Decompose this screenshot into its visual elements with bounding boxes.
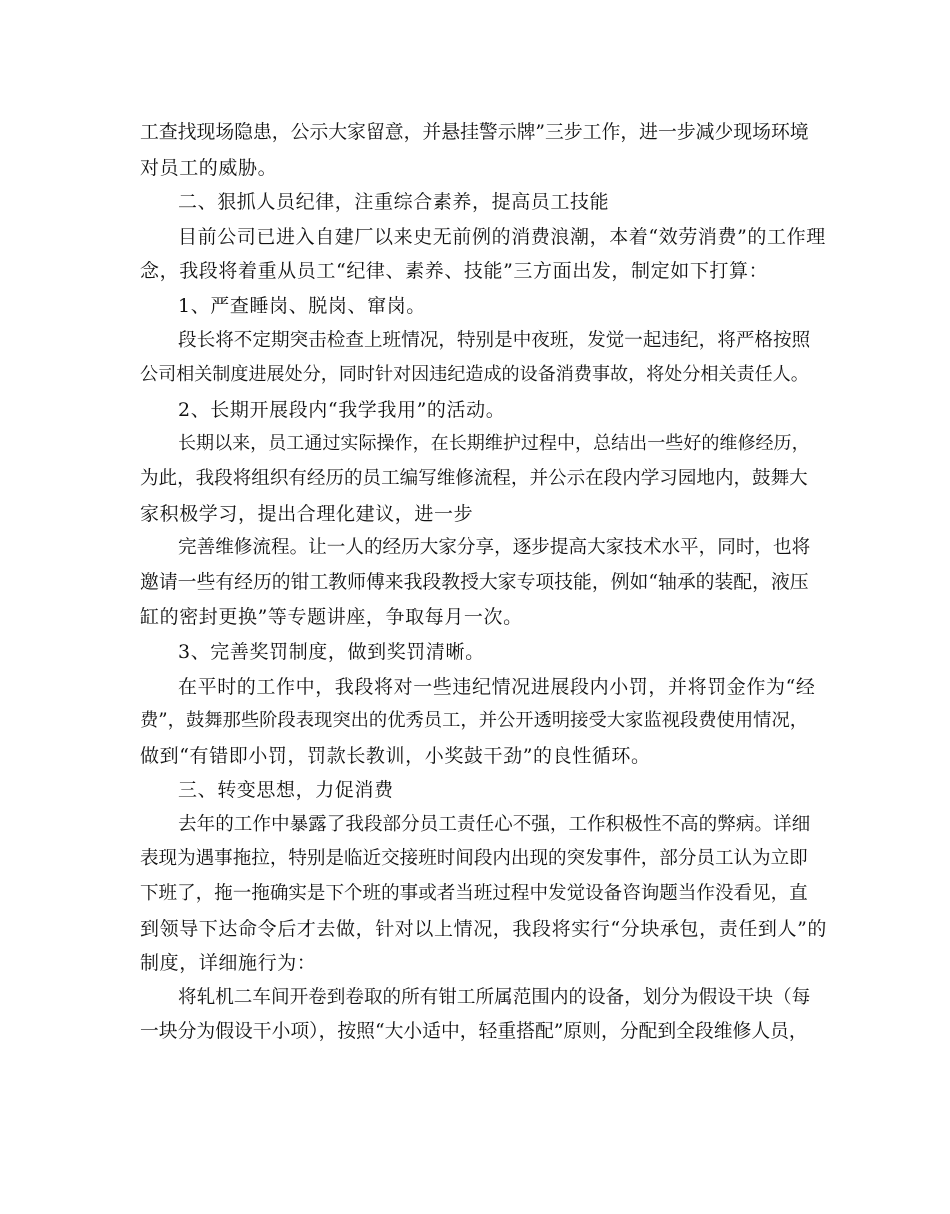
text-line: 做到“有错即小罚，罚款长教训，小奖鼓干劲”的良性循环。 [140,744,651,767]
text-line: 目前公司已进入自建厂以来史无前例的消费浪潮，本着“效劳消费”的工作理 [178,225,826,248]
text-line: 将轧机二车间开卷到卷取的所有钳工所属范围内的设备，划分为假设干块（每 [178,986,811,1008]
text-line: 缸的密封更换”等专题讲座，争取每月一次。 [140,606,523,629]
document-body [140,116,830,1050]
text-line: 3、完善奖罚制度，做到奖罚清晰。 [178,640,485,663]
text-line: 制度，详细施行为： [140,952,317,975]
text-line: 二、狠抓人员纪律，注重综合素养，提高员工技能 [178,191,610,214]
text-line: 一块分为假设干小项），按照“大小适中，轻重搭配”原则，分配到全段维修人员， [140,1021,808,1043]
text-line: 去年的工作中暴露了我段部分员工责任心不强，工作积极性不高的弊病。详细 [178,813,811,835]
text-line: 表现为遇事拖拉，特别是临近交接班时间段内出现的突发事件，部分员工认为立即 [140,848,808,870]
text-line: 公司相关制度进展处分，同时针对因违纪造成的设备消费事故，将处分相关责任人。 [140,364,809,386]
text-line: 对员工的威胁。 [140,156,278,179]
text-line: 完善维修流程。让一人的经历大家分享，逐步提高大家技术水平，同时，也将 [178,537,811,559]
text-line: 邀请一些有经历的钳工教师傅来我段教授大家专项技能，例如“轴承的装配，液压 [140,571,809,593]
text-line: 三、转变思想，力促消费 [178,779,394,802]
text-line: 下班了，拖一拖确实是下个班的事或者当班过程中发觉设备咨询题当作没看见，直 [140,883,808,905]
text-line: 到领导下达命令后才去做，针对以上情况，我段将实行“分块承包，责任到人”的 [140,917,828,940]
text-line: 为此，我段将组织有经历的员工编写维修流程，并公示在段内学习园地内，鼓舞大 [140,467,808,489]
text-line: 段长将不定期突击检查上班情况，特别是中夜班，发觉一起违纪，将严格按照 [178,329,811,351]
text-line: 在平时的工作中，我段将对一些违纪情况进展段内小罚，并将罚金作为“经 [178,675,816,698]
text-line: 费”，鼓舞那些阶段表现突出的优秀员工，并公开透明接受大家监视段费使用情况， [140,710,809,732]
text-line: 长期以来，员工通过实际操作，在长期维护过程中，总结出一些好的维修经历， [178,433,810,455]
text-line: 工查找现场隐患，公示大家留意，并悬挂警示牌”三步工作，进一步减少现场环境 [140,122,809,143]
text-line: 2、长期开展段内“我学我用”的活动。 [178,398,506,421]
text-line: 1、严查睡岗、脱岗、窜岗。 [178,294,426,317]
text-line: 家积极学习，提出合理化建议，进一步 [140,502,474,525]
text-line: 念，我段将着重从员工“纪律、素养、技能”三方面出发，制定如下打算： [140,260,769,283]
